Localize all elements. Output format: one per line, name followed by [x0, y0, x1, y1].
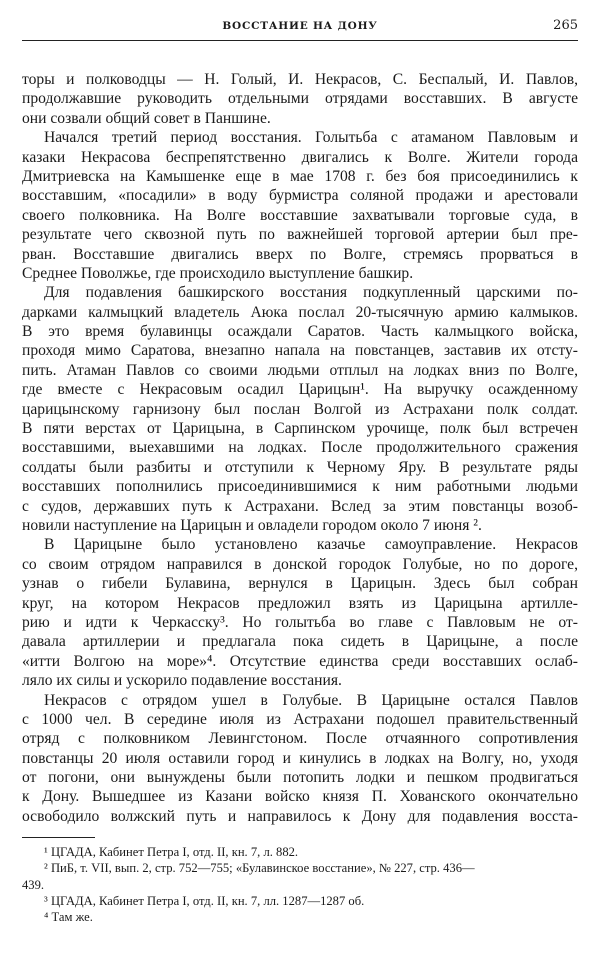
text-line: дарками калмыцкий владетель Аюка послал 20-тысячную армию калмыков.	[22, 303, 578, 321]
text-line: круг, на котором Некрасов предложил взять из Царицына артилле-	[22, 594, 578, 612]
text-line: ляло их силы и ускорило подавление восстания.	[22, 672, 342, 690]
text-line: давала артиллерии и предлагала пока сидеть в Царицыне, а после	[22, 633, 578, 651]
text-line: солдаты были разбиты и отступили к Черному Яру. В результате ряды	[22, 458, 578, 476]
footnote	[22, 860, 578, 876]
footnote	[22, 909, 578, 925]
page-header	[22, 16, 578, 41]
footnote-divider	[22, 837, 95, 838]
running-title: ВОССТАНИЕ НА ДОНУ	[222, 20, 378, 32]
text-line: проходя мимо Саратова, внезапно напала на повстанцев, заставив их отсту-	[22, 342, 578, 360]
text-line: с судов, державших путь к Астрахани. Вслед за этим повстанцы возоб-	[22, 497, 578, 515]
body-text	[22, 70, 578, 826]
text-line: освободило волжский путь и направилось к Дону для подавления восста-	[22, 807, 578, 825]
page-number: 265	[553, 18, 578, 33]
text-line: рию и идти к Черкасску³. Но голытьба во главе с Павловым не от-	[22, 613, 578, 631]
footnote-text: ЦГАДА, Кабинет Петра I, отд. II, кн. 7, лл. 1287—1287 об.	[50, 893, 365, 908]
text-line: торы и полководцы — Н. Голый, И. Некрасов, С. Беспалый, И. Павлов,	[22, 71, 578, 88]
text-line: «итти Волгою на море»⁴. Отсутствие единства среди восставших ослаб-	[22, 652, 578, 670]
text-line: к Дону. Вышедшее из Казани войско князя П. Хованского окончательно	[22, 788, 578, 806]
text-line: продолжавшие руководить отдельными отрядами восставших. В августе	[22, 90, 578, 108]
text-line: Некрасов с отрядом ушел в Голубые. В Царицыне остался Павлов	[44, 691, 578, 709]
text-line: царицынскому гарнизону был послан Волгой из Астрахани полк солдат.	[22, 400, 578, 418]
text-line: узнав о гибели Булавина, вернулся в Царицын. Здесь был собран	[22, 575, 578, 593]
text-line: В Царицыне было установлено казачье самоуправление. Некрасов	[44, 536, 578, 554]
footnote	[22, 844, 578, 860]
text-line: В пяти верстах от Царицына, в Сарпинском урочище, полк был встречен	[22, 420, 578, 438]
text-line: они созвали общий совет в Паншине.	[22, 109, 271, 127]
footnote-text: ПиБ, т. VII, вып. 2, стр. 752—755; «Булавинское восстание», № 227, стр. 436—	[50, 861, 475, 876]
text-line: отряд с полковником Левингстоном. После отчаянного сопротивления	[22, 730, 578, 748]
footnote-number: ³	[44, 893, 48, 908]
footnote-number: ²	[44, 861, 48, 876]
text-line: казаки Некрасова беспрепятственно двигались к Волге. Жители города	[22, 148, 578, 166]
text-line: пить. Атаман Павлов со своими людьми отплыл на лодках вниз по Волге,	[22, 361, 578, 379]
footnote-text: ЦГАДА, Кабинет Петра I, отд. II, кн. 7, л. 882.	[50, 845, 299, 859]
text-line: восставшими, выехавшими на лодках. После продолжительного сражения	[22, 439, 578, 457]
text-line: рван. Восставшие двигались вверх по Волге, стремясь прорваться в	[22, 245, 578, 263]
footnote-number: ¹	[44, 845, 48, 859]
text-line: со своим отрядом направился в донской городок Голубые, но по дороге,	[22, 555, 578, 573]
text-line: своего полковника. На Волге восставшие захватывали торговые суда, в	[22, 206, 578, 224]
footnote	[22, 893, 578, 909]
footnote-number: ⁴	[44, 910, 49, 925]
text-line: Дмитриевска на Камышенке еще в мае 1708 г. без боя присоединились к	[22, 167, 578, 185]
footnote: 439.	[22, 877, 45, 892]
text-line: повстанцы 20 июля оставили город и кинулись в лодках на Волгу, но, уходя	[22, 749, 578, 767]
text-line: восставших пополнились присоединившимися к ним работными людьми	[22, 478, 578, 496]
text-line: Для подавления башкирского восстания подкупленный царскими по-	[44, 284, 578, 302]
text-line: новили наступление на Царицын и овладели городом около 7 июня ².	[22, 516, 482, 534]
text-line: В это время булавинцы осаждали Саратов. Часть калмыцкого войска,	[22, 323, 578, 341]
text-line: от погони, они вынуждены были потопить лодки и пешком продвигаться	[22, 769, 578, 787]
text-line: где вместе с Некрасовым осадил Царицын¹. На выручку осажденному	[22, 381, 578, 399]
text-line: с 1000 чел. В середине июля из Астрахани подошел правительственный	[22, 710, 578, 728]
text-line: Начался третий период восстания. Голытьба с атаманом Павловым и	[44, 129, 578, 147]
footnotes	[22, 844, 578, 925]
footnote-text: Там же.	[51, 910, 93, 925]
text-line: результате чего сквозной путь по важнейшей торговой артерии был пре-	[22, 226, 578, 244]
text-line: восставшим, «посадили» в воду бурмистра соляной продажи и арестовали	[22, 187, 578, 205]
text-line: Среднее Поволжье, где происходило выступление башкир.	[22, 264, 414, 282]
